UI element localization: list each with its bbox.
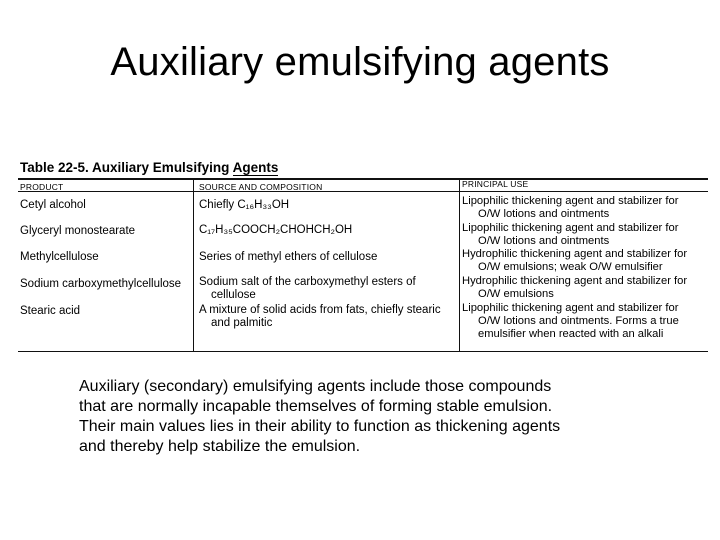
slide-title: Auxiliary emulsifying agents <box>110 40 610 84</box>
row4-product: Sodium carboxymethylcellulose <box>20 278 182 290</box>
scanned-table <box>18 158 712 354</box>
table-caption <box>20 160 278 175</box>
row5-product: Stearic acid <box>20 305 81 317</box>
row1-source: Chiefly C₁₆H₃₃OH <box>199 199 290 211</box>
table-bottom-rule <box>18 351 708 352</box>
row5-use-line2: O/W lotions and ointments. Forms a true <box>478 315 679 327</box>
row3-product: Methylcellulose <box>20 251 99 263</box>
row4-use-line1: Hydrophilic thickening agent and stabilizer for <box>462 275 688 287</box>
body-line: and thereby help stabilize the emulsion. <box>79 438 361 455</box>
table-header-rule <box>18 191 708 192</box>
row3-source: Series of methyl ethers of cellulose <box>199 251 378 263</box>
table-caption-prefix: Table 22-5. Auxiliary Emulsifying <box>20 160 230 175</box>
row4-source <box>199 276 416 302</box>
header-use: PRINCIPAL USE <box>462 179 529 189</box>
row5-use-line3: emulsifier when reacted with an alkali <box>478 328 664 340</box>
row4-source-line2: cellulose <box>211 289 256 301</box>
body-paragraph <box>79 377 679 457</box>
row4-use-line2: O/W emulsions <box>478 288 554 300</box>
row4-use <box>462 275 687 301</box>
row2-use <box>462 222 678 248</box>
body-line: Auxiliary (secondary) emulsifying agents include those compounds <box>79 378 552 395</box>
header-source: SOURCE AND COMPOSITION <box>199 182 323 192</box>
row5-source <box>199 304 441 330</box>
row1-use-line2: O/W lotions and ointments <box>478 208 610 220</box>
body-line: that are normally incapable themselves of forming stable emulsion. <box>79 398 553 415</box>
column-divider-1 <box>193 178 194 351</box>
column-divider-2 <box>459 178 460 351</box>
table-caption-suffix: Agents <box>232 160 279 175</box>
row3-use <box>462 248 687 274</box>
header-product: PRODUCT <box>20 182 64 192</box>
row1-product: Cetyl alcohol <box>20 199 86 211</box>
row5-source-line1: A mixture of solid acids from fats, chiefly stearic <box>199 304 441 316</box>
row4-source-line1: Sodium salt of the carboxymethyl esters of <box>199 276 416 288</box>
row3-use-line2: O/W emulsions; weak O/W emulsifier <box>478 261 663 273</box>
row2-use-line1: Lipophilic thickening agent and stabilizer for <box>462 222 679 234</box>
row2-source: C₁₇H₃₅COOCH₂CHOHCH₂OH <box>199 224 353 236</box>
row5-use <box>462 302 679 341</box>
body-line: Their main values lies in their ability to function as thickening agents <box>79 418 561 435</box>
row1-use-line1: Lipophilic thickening agent and stabilizer for <box>462 195 679 207</box>
row5-source-line2: and palmitic <box>211 317 273 329</box>
row2-use-line2: O/W lotions and ointments <box>478 235 610 247</box>
row2-product: Glyceryl monostearate <box>20 225 136 237</box>
table-top-rule <box>18 178 708 180</box>
row1-use <box>462 195 678 221</box>
row3-use-line1: Hydrophilic thickening agent and stabilizer for <box>462 248 688 260</box>
row5-use-line1: Lipophilic thickening agent and stabilizer for <box>462 302 679 314</box>
